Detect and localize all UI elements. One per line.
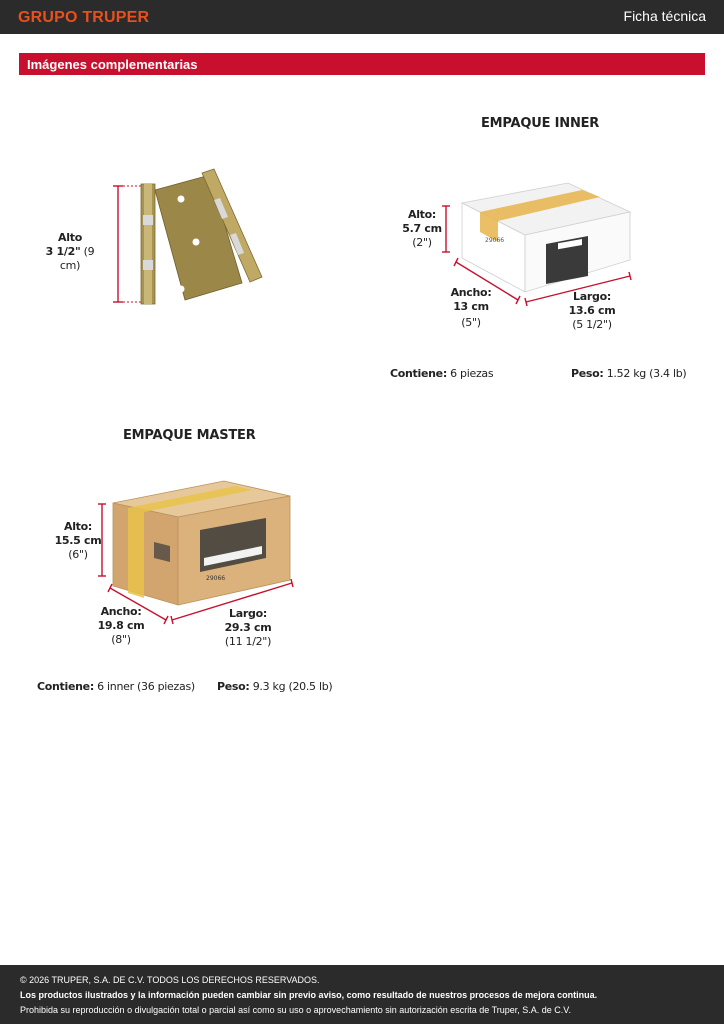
inner-height-cm: 5.7 cm bbox=[402, 222, 442, 235]
inner-height-label bbox=[395, 208, 449, 250]
truper-logo: GRUPO TRUPER bbox=[18, 9, 150, 26]
master-contents-label: Contiene: bbox=[37, 680, 94, 693]
master-height-label bbox=[50, 520, 106, 562]
inner-width-title: Ancho: bbox=[450, 286, 492, 299]
inner-contents bbox=[390, 367, 493, 380]
master-length-inches: (11 1/2") bbox=[224, 635, 272, 648]
master-height-cm: 15.5 cm bbox=[54, 534, 102, 547]
master-contents-value: 6 inner (36 piezas) bbox=[97, 680, 195, 693]
master-box-image bbox=[96, 480, 296, 625]
master-width-cm: 19.8 cm bbox=[97, 619, 145, 632]
footer-notice: Los productos ilustrados y la información pueden cambiar sin previo aviso, como resultado de nuestros procesos de mejora continua. bbox=[20, 990, 598, 1000]
master-length-title: Largo: bbox=[229, 607, 267, 620]
product-height-label bbox=[40, 231, 100, 273]
inner-height-title: Alto: bbox=[408, 208, 436, 221]
master-length-cm: 29.3 cm bbox=[224, 621, 272, 634]
master-height-title: Alto: bbox=[64, 520, 92, 533]
inner-weight-label: Peso: bbox=[571, 367, 604, 380]
inner-weight bbox=[571, 367, 686, 380]
footer-prohibition: Prohibida su reproducción o divulgación total o parcial así como su uso o aprovechamiento sin autorización escrita de Truper, S.A. de C.V. bbox=[20, 1005, 571, 1015]
inner-height-inches: (2") bbox=[412, 236, 432, 249]
master-height-inches: (6") bbox=[68, 548, 88, 561]
inner-length-title: Largo: bbox=[573, 290, 611, 303]
master-width-title: Ancho: bbox=[100, 605, 142, 618]
inner-weight-value: 1.52 kg (3.4 lb) bbox=[606, 367, 687, 380]
document-type: Ficha técnica bbox=[623, 8, 706, 24]
master-width-inches: (8") bbox=[111, 633, 131, 646]
inner-length-cm: 13.6 cm bbox=[568, 304, 616, 317]
master-contents bbox=[37, 680, 195, 693]
inner-package-title: EMPAQUE INNER bbox=[481, 116, 600, 131]
inner-length-inches: (5 1/2") bbox=[572, 318, 612, 331]
footer-copyright: © 2026 TRUPER, S.A. DE C.V. TODOS LOS DERECHOS RESERVADOS. bbox=[20, 975, 320, 985]
product-height-inches: 3 1/2" bbox=[45, 245, 81, 258]
top-bar bbox=[0, 0, 724, 34]
master-box-code: 29066 bbox=[206, 575, 226, 582]
hinge-product-image bbox=[110, 165, 270, 310]
master-package-title: EMPAQUE MASTER bbox=[123, 428, 256, 443]
master-width-label bbox=[92, 605, 150, 647]
page-footer bbox=[0, 965, 724, 1024]
master-length-label bbox=[216, 607, 280, 649]
inner-contents-value: 6 piezas bbox=[450, 367, 494, 380]
master-weight-value: 9.3 kg (20.5 lb) bbox=[252, 680, 333, 693]
inner-box-code: 29066 bbox=[485, 237, 505, 244]
product-height-metric: (9 cm) bbox=[59, 245, 95, 272]
inner-width-cm: 13 cm bbox=[453, 300, 489, 313]
inner-width-label bbox=[444, 286, 498, 328]
product-height-title: Alto bbox=[58, 231, 82, 244]
master-weight bbox=[217, 680, 332, 693]
inner-contents-label: Contiene: bbox=[390, 367, 447, 380]
section-title: Imágenes complementarias bbox=[27, 57, 198, 72]
inner-width-inches: (5") bbox=[461, 316, 481, 329]
section-header bbox=[19, 53, 705, 75]
inner-length-label bbox=[562, 290, 622, 332]
master-weight-label: Peso: bbox=[217, 680, 250, 693]
